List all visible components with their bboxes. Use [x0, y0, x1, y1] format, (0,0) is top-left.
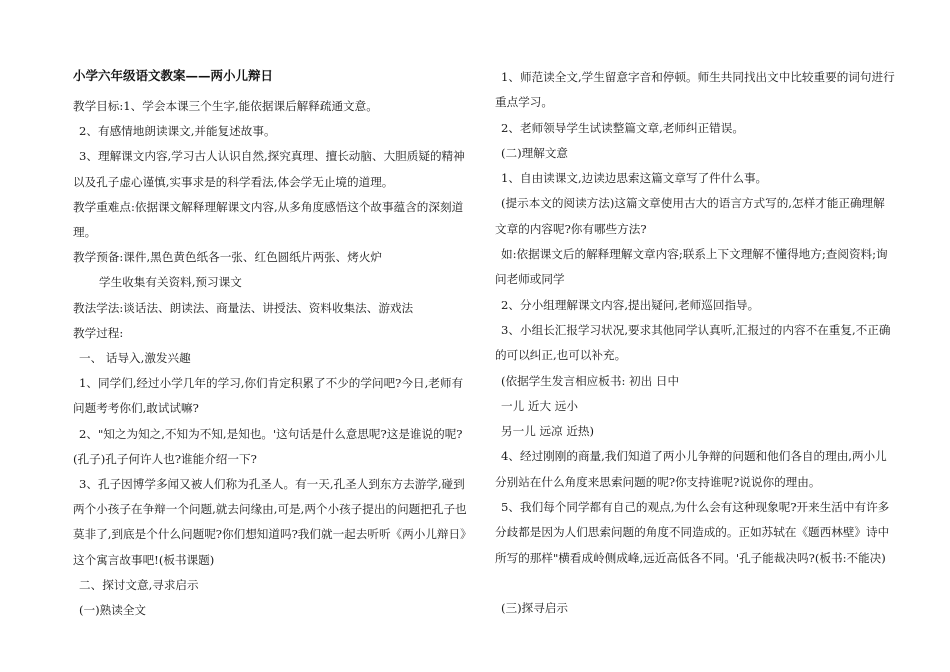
text-line: 教学目标:1、学会本课三个生字,能依据课后解释疏通文意。 — [73, 99, 378, 113]
subsection-heading: (一)熟读全文 — [79, 603, 147, 618]
text-line: 1、同学们,经过小学几年的学习,你们肯定积累了不少的学问吧?今日,老师有 — [79, 376, 464, 391]
text-line: 这个寓言故事吧!(板书课题) — [73, 552, 215, 567]
blackboard-note: 另一儿 远凉 近热) — [501, 424, 595, 439]
text-line: 的可以纠正,也可以补充。 — [495, 348, 627, 363]
text-line: 分别站在什么角度来思索问题的呢?你支持谁呢?说说你的理由。 — [495, 474, 821, 489]
text-line: 教学重难点:依据课文解释理解课文内容,从多角度感悟这个故事蕴含的深刻道 — [73, 199, 464, 214]
text-line: 4、经过刚刚的商量,我们知道了两小儿争辩的问题和他们各自的理由,两小儿 — [501, 449, 887, 464]
subsection-heading: (三)探寻启示 — [501, 600, 569, 615]
left-column — [73, 68, 473, 623]
text-line: 教学过程: — [73, 325, 124, 340]
text-line: 1、师范读全文,学生留意字音和停顿。师生共同找出文中比较重要的词句进行 — [501, 70, 895, 84]
text-line: 所写的那样"横看成岭侧成峰,远近高低各不同。'孔子能裁决吗?(板书:不能决) — [495, 550, 886, 565]
text-line: 1、自由读课文,边读边思索这篇文章写了件什么事。 — [501, 171, 768, 186]
text-line: 2、老师领导学生试读整篇文章,老师纠正错误。 — [501, 120, 744, 135]
text-line: 重点学习。 — [495, 95, 553, 110]
text-line: 莫非了,到底是个什么问题呢?你们想知道吗?我们就一起去听听《两小儿辩日》 — [73, 527, 472, 542]
text-line: 2、分小组理解课文内容,提出疑问,老师巡回指导。 — [501, 297, 760, 312]
text-line: 问题考考你们,敢试试嘛? — [73, 401, 199, 416]
text-line: 分歧都是因为人们思索问题的角度不同造成的。正如苏轼在《题西林壁》诗中 — [495, 525, 890, 540]
text-line: 3、理解课文内容,学习古人认识自然,探究真理、擅长动脑、大胆质疑的精神 — [79, 149, 465, 164]
section-heading: 二、探讨文意,寻求启示 — [79, 577, 199, 592]
text-line: 3、孔子因博学多闻又被人们称为孔圣人。有一天,孔圣人到东方去游学,碰到 — [79, 477, 465, 492]
text-line: 理。 — [73, 225, 97, 240]
blackboard-note: (依据学生发言相应板书: 初出 日中 — [501, 373, 680, 388]
subsection-heading: (二)理解文意 — [501, 145, 569, 160]
text-line: 教学预备:课件,黑色黄色纸各一张、红色圆纸片两张、烤火炉 — [73, 250, 383, 265]
text-line: 问老师或同学 — [495, 272, 565, 287]
text-line: 文章的内容呢?你有哪些方法? — [495, 221, 647, 236]
text-line: 以及孔子虚心谨慎,实事求是的科学看法,体会学无止境的道理。 — [73, 174, 394, 189]
text-line: 两个小孩子在争辩一个问题,就去问缘由,可是,两个小孩子提出的问题把孔子也 — [73, 502, 467, 517]
text-line: 2、"知之为知之,不知为不知,是知也。'这句话是什么意思呢?这是谁说的呢? — [79, 426, 463, 441]
blackboard-note: 一儿 近大 远小 — [501, 398, 578, 413]
text-line: 5、我们每个同学都有自己的观点,为什么会有这种现象呢?开来生活中有许多 — [501, 500, 890, 515]
text-line: 如:依据课文后的解释理解文章内容;联系上下文理解不懂得地方;查阅资料;询 — [501, 247, 888, 262]
text-line: 学生收集有关资料,预习课文 — [99, 275, 242, 290]
text-line: 3、小组长汇报学习状况,要求其他同学认真听,汇报过的内容不在重复,不正确 — [501, 322, 891, 337]
text-line: (孔子)孔子何许人也?谁能介绍一下? — [73, 451, 257, 466]
text-line: 2、有感情地朗读课文,并能复述故事。 — [79, 124, 276, 139]
section-heading: 一、 话导入,激发兴趣 — [79, 351, 191, 366]
right-column — [495, 65, 895, 621]
text-line: 教法学法:谈话法、朗读法、商量法、讲授法、资料收集法、游戏法 — [73, 300, 414, 315]
text-line: (提示本文的阅读方法)这篇文章使用古大的语言方式写的,怎样才能正确理解 — [501, 196, 885, 211]
blank-line — [495, 571, 877, 596]
lesson-title: 小学六年级语文教案——两小儿辩日 — [73, 68, 274, 83]
